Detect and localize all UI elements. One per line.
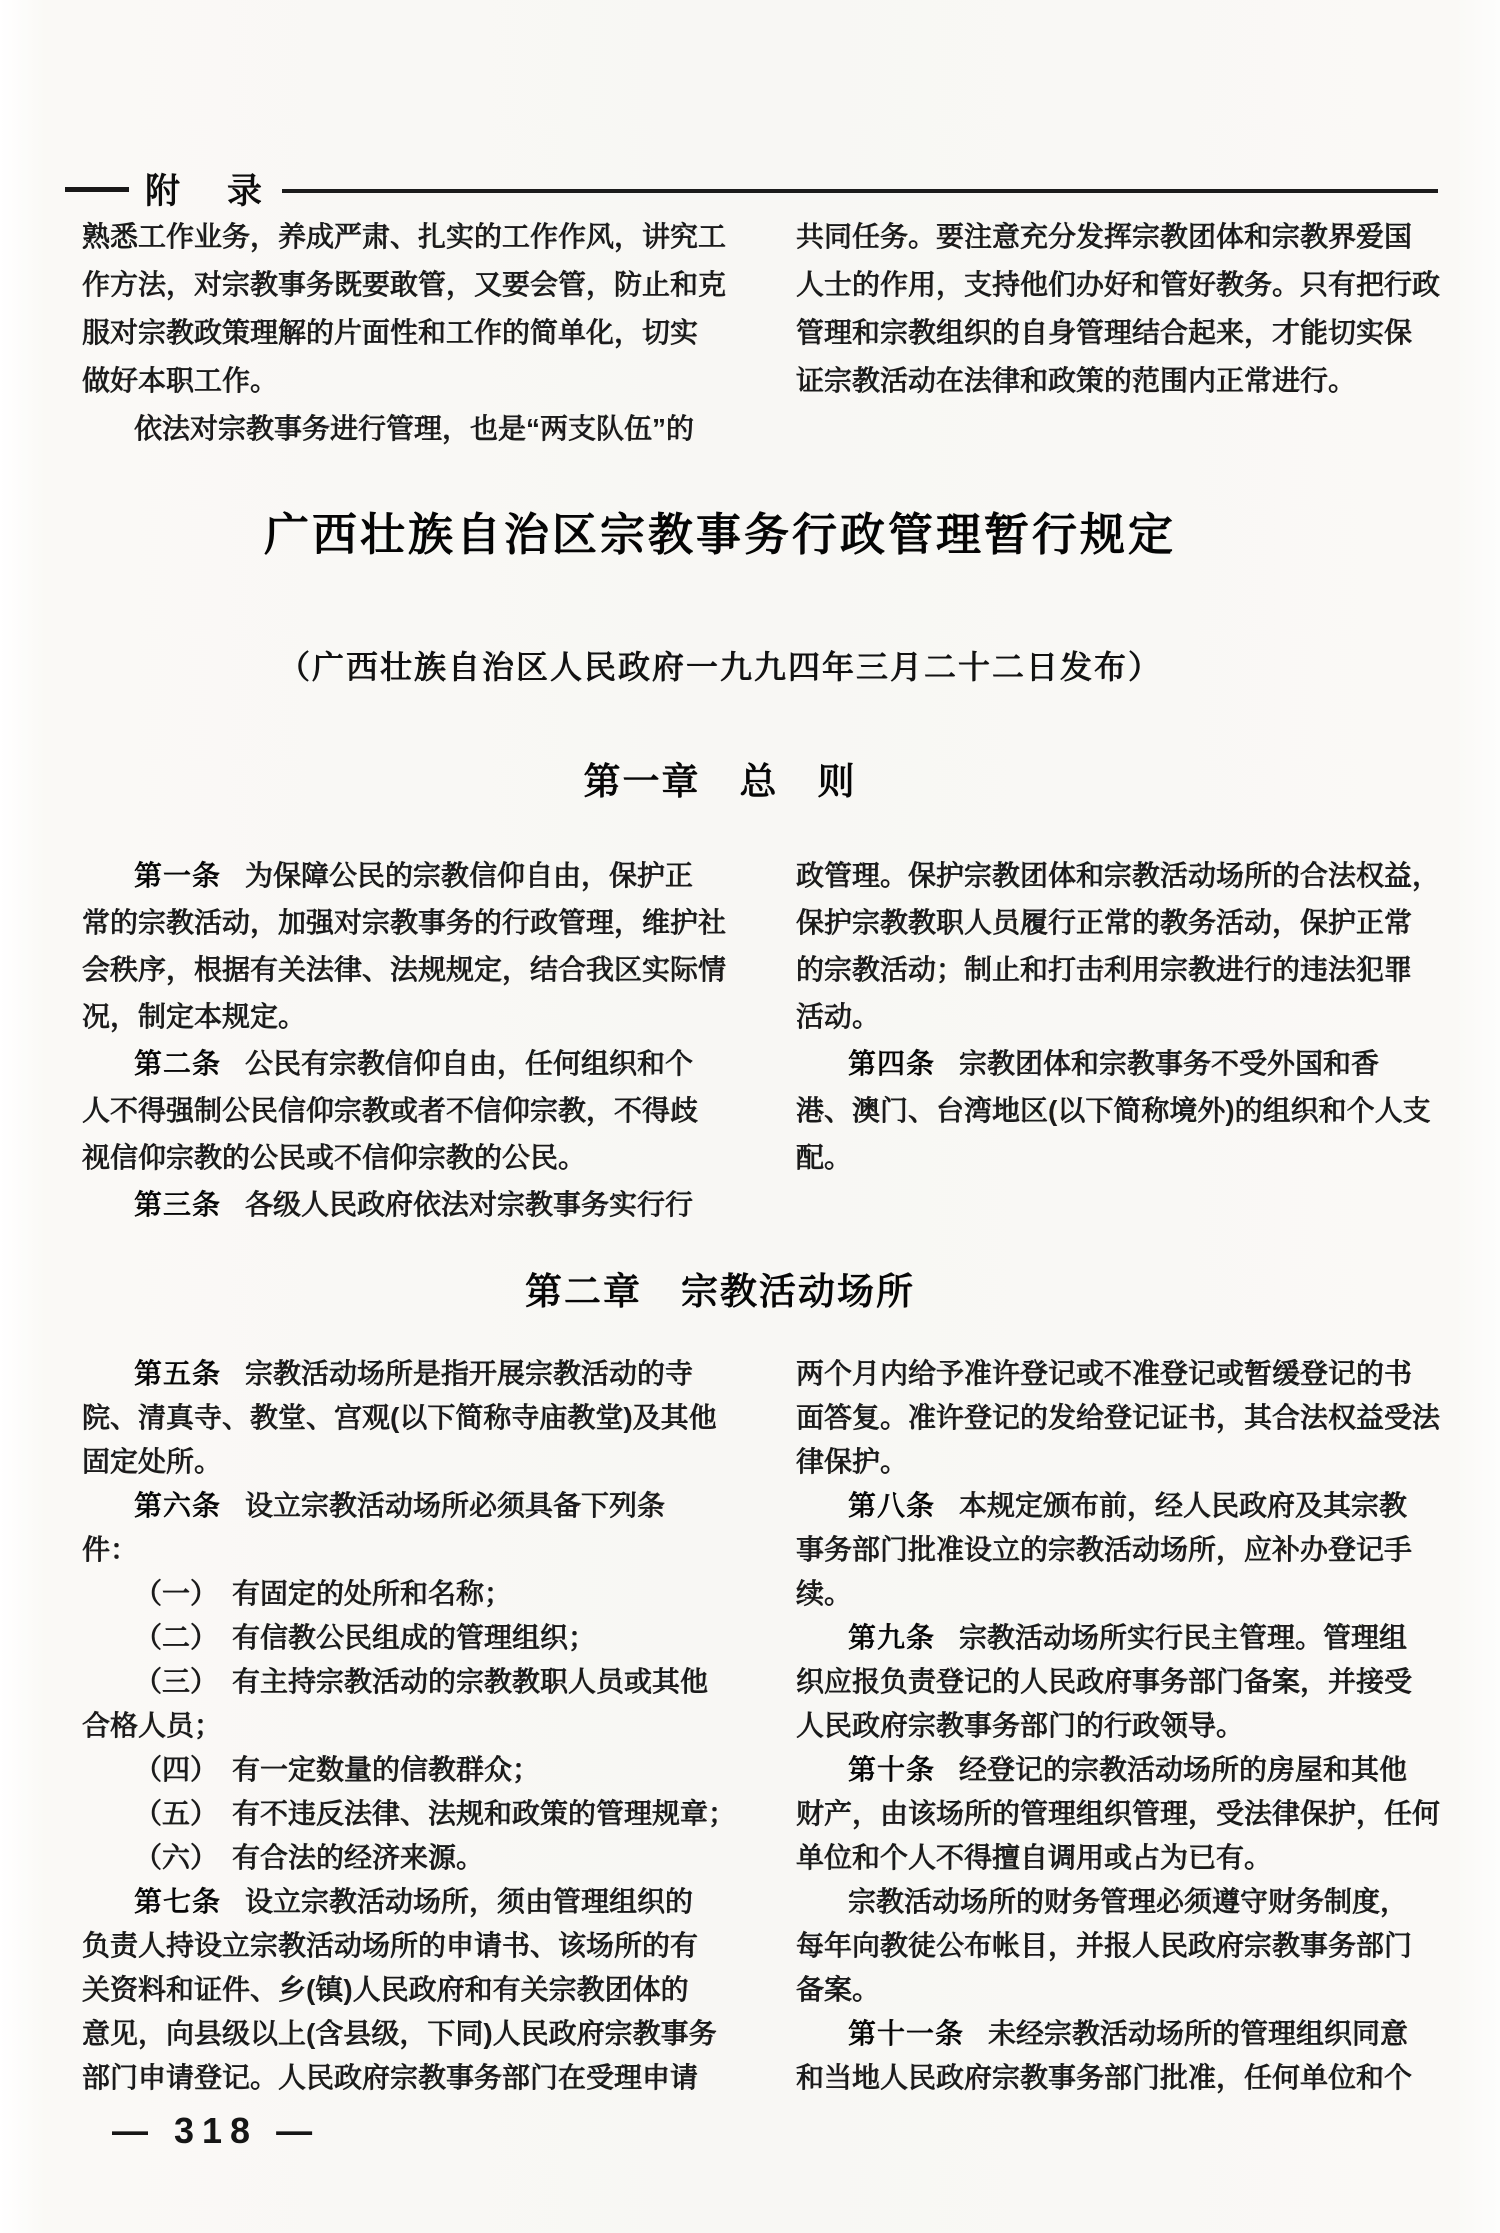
- line-text: 关资料和证件、乡(镇)人民政府和有关宗教团体的: [82, 1974, 689, 2005]
- text-line: [82, 1352, 734, 1396]
- line-text: 各级人民政府依法对宗教事务实行行: [245, 1189, 694, 1220]
- text-line: [82, 1134, 734, 1181]
- line-text: 公民有宗教信仰自由，任何组织和个: [245, 1048, 694, 1079]
- text-line: [796, 993, 1448, 1040]
- line-text: 负责人持设立宗教活动场所的申请书、该场所的有: [82, 1930, 699, 1961]
- line-text: 证宗教活动在法律和政策的范围内正常进行。: [796, 365, 1357, 396]
- document-subtitle: （广西壮族自治区人民政府一九九四年三月二十二日发布）: [277, 649, 1162, 685]
- text-line: [796, 2012, 1448, 2056]
- line-text: （五） 有不违反法律、法规和政策的管理规章；: [134, 1798, 737, 1829]
- line-text: 件：: [82, 1534, 139, 1565]
- line-text: 本规定颁布前，经人民政府及其宗教: [959, 1490, 1408, 1521]
- appendix-label: 附 录: [145, 172, 269, 211]
- text-line: [82, 1924, 734, 1968]
- text-line: [82, 405, 734, 453]
- line-text: 港、澳门、台湾地区(以下简称境外)的组织和个人支: [796, 1095, 1431, 1126]
- line-text: 律保护。: [796, 1446, 909, 1477]
- line-text: 人民政府宗教事务部门的行政领导。: [796, 1710, 1245, 1741]
- text-line: [82, 357, 734, 405]
- text-line: [796, 1040, 1448, 1087]
- line-text: 做好本职工作。: [82, 365, 279, 396]
- line-text: 设立宗教活动场所必须具备下列条: [245, 1490, 666, 1521]
- article-number: 第三条: [134, 1189, 222, 1220]
- line-text: 宗教团体和宗教事务不受外国和香: [959, 1048, 1380, 1079]
- line-text: （三） 有主持宗教活动的宗教教职人员或其他: [134, 1666, 709, 1697]
- line-text: 熟悉工作业务，养成严肃、扎实的工作作风，讲究工: [82, 221, 727, 252]
- chapter-1-heading: 第一章 总 则: [583, 761, 857, 802]
- line-text: 政管理。保护宗教团体和宗教活动场所的合法权益，: [796, 860, 1441, 891]
- line-text: （四） 有一定数量的信教群众；: [134, 1754, 541, 1785]
- page-footer: [112, 2110, 320, 2152]
- text-line: [82, 1528, 734, 1572]
- text-line: [796, 357, 1448, 405]
- text-line: [82, 309, 734, 357]
- line-text: 共同任务。要注意充分发挥宗教团体和宗教界爱国: [796, 221, 1413, 252]
- text-line: [796, 309, 1448, 357]
- line-text: 服对宗教政策理解的片面性和工作的简单化，切实: [82, 317, 699, 348]
- intro-left-column: [82, 213, 734, 453]
- line-text: 部门申请登记。人民政府宗教事务部门在受理申请: [82, 2062, 699, 2093]
- text-line: [82, 2012, 734, 2056]
- chapter-2-section: [0, 1352, 1500, 2100]
- text-line: [796, 1616, 1448, 1660]
- text-line: [82, 1484, 734, 1528]
- line-text: 意见，向县级以上(含县级，下同)人民政府宗教事务: [82, 2018, 717, 2049]
- text-line: [796, 1440, 1448, 1484]
- article-number: 第五条: [134, 1358, 222, 1389]
- line-text: 管理和宗教组织的自身管理结合起来，才能切实保: [796, 317, 1413, 348]
- line-text: （六） 有合法的经济来源。: [134, 1842, 485, 1873]
- article-number: 第一条: [134, 860, 222, 891]
- text-line: [82, 946, 734, 993]
- line-text: （一） 有固定的处所和名称；: [134, 1578, 513, 1609]
- text-line: [796, 1968, 1448, 2012]
- text-line: [796, 1134, 1448, 1181]
- text-line: [796, 946, 1448, 993]
- chapter-1-right-column: [796, 852, 1448, 1228]
- line-text: 事务部门批准设立的宗教活动场所，应补办登记手: [796, 1534, 1413, 1565]
- text-line: [82, 1748, 734, 1792]
- text-line: [796, 899, 1448, 946]
- line-text: 两个月内给予准许登记或不准登记或暂缓登记的书: [796, 1358, 1413, 1389]
- text-line: [82, 993, 734, 1040]
- article-number: 第四条: [848, 1048, 936, 1079]
- text-line: [796, 1087, 1448, 1134]
- text-line: [796, 1572, 1448, 1616]
- line-text: 宗教活动场所的财务管理必须遵守财务制度，: [848, 1886, 1409, 1917]
- line-text: 续。: [796, 1578, 853, 1609]
- intro-right-column: [796, 213, 1448, 453]
- line-text: 况，制定本规定。: [82, 1001, 307, 1032]
- line-text: 备案。: [796, 1974, 881, 2005]
- line-text: 会秩序，根据有关法律、法规规定，结合我区实际情: [82, 954, 727, 985]
- text-line: [796, 261, 1448, 309]
- text-line: [82, 261, 734, 309]
- text-line: [796, 1352, 1448, 1396]
- line-text: 设立宗教活动场所，须由管理组织的: [245, 1886, 694, 1917]
- line-text: 和当地人民政府宗教事务部门批准，任何单位和个: [796, 2062, 1413, 2093]
- line-text: 织应报负责登记的人民政府事务部门备案，并接受: [796, 1666, 1413, 1697]
- text-line: [82, 1660, 734, 1704]
- article-number: 第二条: [134, 1048, 222, 1079]
- text-line: [796, 1660, 1448, 1704]
- text-line: [796, 1836, 1448, 1880]
- text-line: [82, 1704, 734, 1748]
- text-line: [796, 1396, 1448, 1440]
- line-text: 单位和个人不得擅自调用或占为已有。: [796, 1842, 1273, 1873]
- text-line: [796, 1704, 1448, 1748]
- line-text: 的宗教活动；制止和打击利用宗教进行的违法犯罪: [796, 954, 1413, 985]
- line-text: （二） 有信教公民组成的管理组织；: [134, 1622, 597, 1653]
- line-text: 依法对宗教事务进行管理，也是“两支队伍”的: [134, 413, 695, 444]
- article-number: 第六条: [134, 1490, 222, 1521]
- text-line: [82, 2056, 734, 2100]
- page-number: — 318 —: [112, 2110, 321, 2151]
- text-line: [82, 1616, 734, 1660]
- text-line: [82, 852, 734, 899]
- intro-section: [0, 213, 1500, 453]
- text-line: [82, 1440, 734, 1484]
- chapter-1-section: [0, 852, 1500, 1228]
- text-line: [82, 1792, 737, 1836]
- line-text: 人不得强制公民信仰宗教或者不信仰宗教，不得歧: [82, 1095, 699, 1126]
- line-text: 未经宗教活动场所的管理组织同意: [988, 2018, 1409, 2049]
- chapter-2-left-column: [82, 1352, 737, 2100]
- text-line: [82, 213, 734, 261]
- line-text: 保护宗教教职人员履行正常的教务活动，保护正常: [796, 907, 1413, 938]
- text-line: [796, 213, 1448, 261]
- text-line: [82, 1968, 734, 2012]
- line-text: 财产，由该场所的管理组织管理，受法律保护，任何: [796, 1798, 1441, 1829]
- article-number: 第八条: [848, 1490, 936, 1521]
- text-line: [796, 1792, 1448, 1836]
- text-line: [796, 1484, 1448, 1528]
- text-line: [82, 1087, 734, 1134]
- line-text: 为保障公民的宗教信仰自由，保护正: [245, 860, 694, 891]
- line-text: 配。: [796, 1142, 853, 1173]
- text-line: [82, 899, 734, 946]
- line-text: 人士的作用，支持他们办好和管好教务。只有把行政: [796, 269, 1441, 300]
- article-number: 第十一条: [848, 2018, 965, 2049]
- line-text: 合格人员；: [82, 1710, 223, 1741]
- text-line: [796, 2056, 1448, 2100]
- line-text: 每年向教徒公布帐目，并报人民政府宗教事务部门: [796, 1930, 1413, 1961]
- text-line: [796, 1880, 1448, 1924]
- text-line: [82, 1880, 734, 1924]
- article-number: 第九条: [848, 1622, 936, 1653]
- article-number: 第十条: [848, 1754, 936, 1785]
- text-line: [82, 1396, 734, 1440]
- line-text: 宗教活动场所是指开展宗教活动的寺: [245, 1358, 694, 1389]
- line-text: 常的宗教活动，加强对宗教事务的行政管理，维护社: [82, 907, 727, 938]
- chapter-1-left-column: [82, 852, 734, 1228]
- article-number: 第七条: [134, 1886, 222, 1917]
- line-text: 固定处所。: [82, 1446, 223, 1477]
- chapter-2-right-column: [796, 1352, 1448, 2100]
- text-line: [82, 1040, 734, 1087]
- text-line: [82, 1836, 734, 1880]
- page-header: [65, 168, 1438, 210]
- text-line: [796, 1748, 1448, 1792]
- chapter-2-heading: 第二章 宗教活动场所: [525, 1271, 915, 1312]
- header-rule: [282, 189, 1438, 193]
- text-line: [82, 1572, 734, 1616]
- line-text: 经登记的宗教活动场所的房屋和其他: [959, 1754, 1408, 1785]
- line-text: 院、清真寺、教堂、宫观(以下简称寺庙教堂)及其他: [82, 1402, 717, 1433]
- line-text: 活动。: [796, 1001, 881, 1032]
- text-line: [796, 1528, 1448, 1572]
- line-text: 视信仰宗教的公民或不信仰宗教的公民。: [82, 1142, 587, 1173]
- text-line: [82, 1181, 734, 1228]
- line-text: 面答复。准许登记的发给登记证书，其合法权益受法: [796, 1402, 1441, 1433]
- text-line: [796, 852, 1448, 899]
- header-dash: [65, 187, 129, 192]
- text-line: [796, 1924, 1448, 1968]
- line-text: 作方法，对宗教事务既要敢管，又要会管，防止和克: [82, 269, 727, 300]
- document-title: 广西壮族自治区宗教事务行政管理暂行规定: [263, 509, 1176, 560]
- line-text: 宗教活动场所实行民主管理。管理组: [959, 1622, 1408, 1653]
